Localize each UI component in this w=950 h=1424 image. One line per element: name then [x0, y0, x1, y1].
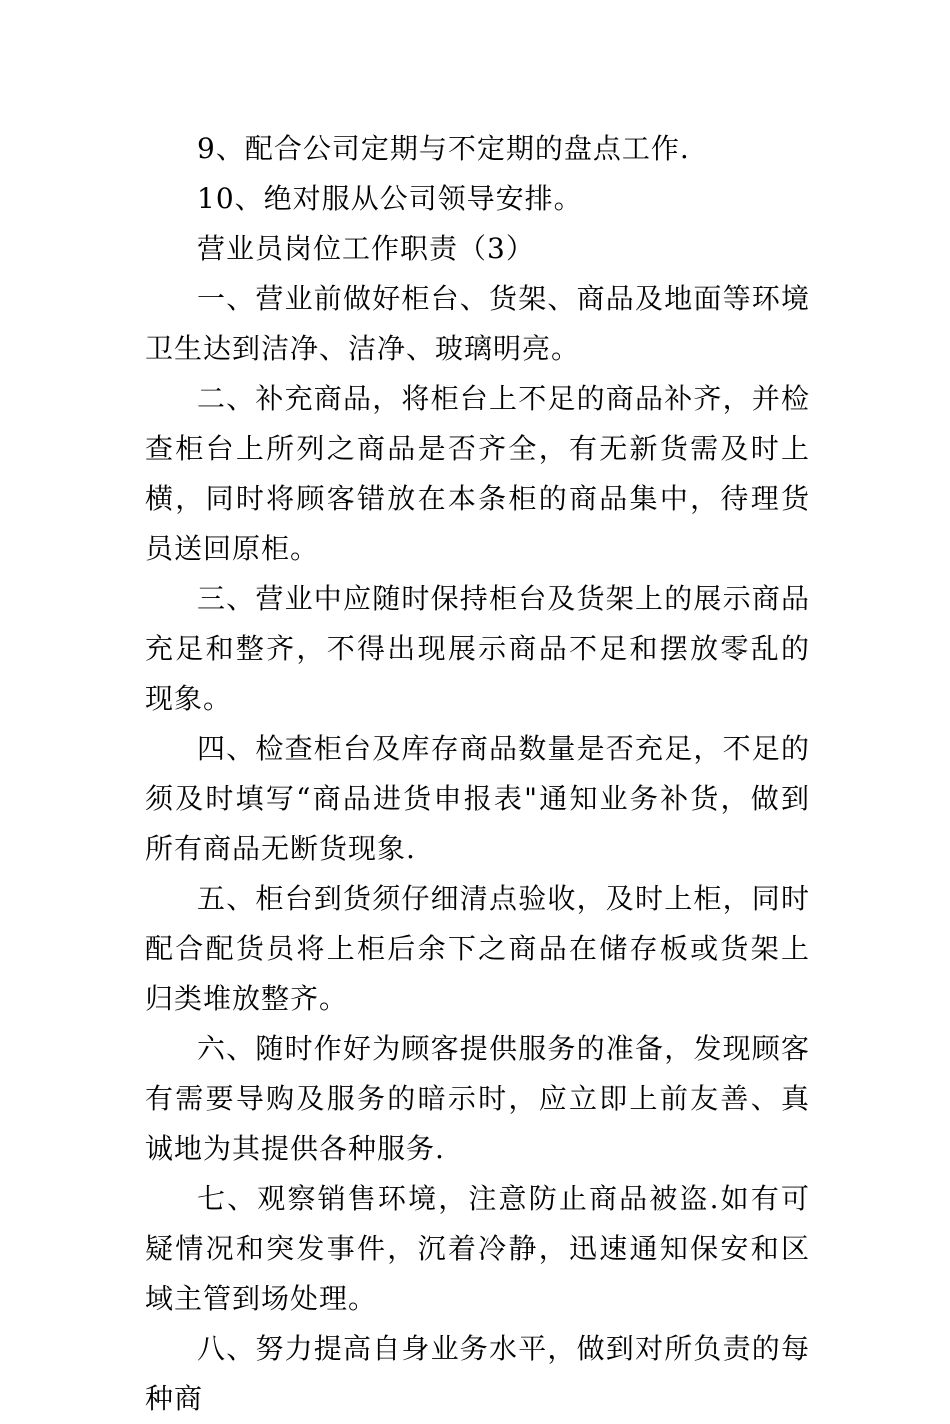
paragraph-duty-3: 三、营业中应随时保持柜台及货架上的展示商品充足和整齐，不得出现展示商品不足和摆放零乱的现象。	[145, 582, 810, 715]
paragraph-duty-8: 八、努力提高自身业务水平，做到对所负责的每种商	[145, 1332, 810, 1415]
paragraph-duty-4: 四、检查柜台及库存商品数量是否充足，不足的须及时填写“商品进货申报表"通知业务补货，做到所有商品无断货现象.	[145, 732, 810, 865]
paragraph-item-10: 10、绝对服从公司领导安排。	[197, 182, 583, 215]
paragraph-duty-7: 七、观察销售环境，注意防止商品被盗.如有可疑情况和突发事件，沉着冷静，迅速通知保安和区域主管到场处理。	[145, 1182, 810, 1315]
section-heading: 营业员岗位工作职责（3）	[197, 232, 535, 265]
paragraph-item-9: 9、配合公司定期与不定期的盘点工作.	[197, 132, 690, 165]
paragraph-duty-6: 六、随时作好为顾客提供服务的准备，发现顾客有需要导购及服务的暗示时，应立即上前友善、真诚地为其提供各种服务.	[145, 1032, 810, 1165]
document-page	[145, 124, 810, 1424]
paragraph-duty-5: 五、柜台到货须仔细清点验收，及时上柜，同时配合配货员将上柜后余下之商品在储存板或货架上归类堆放整齐。	[145, 882, 810, 1015]
paragraph-duty-1: 一、营业前做好柜台、货架、商品及地面等环境卫生达到洁净、洁净、玻璃明亮。	[145, 282, 810, 365]
paragraph-duty-2: 二、补充商品，将柜台上不足的商品补齐，并检查柜台上所列之商品是否齐全，有无新货需及时上横，同时将顾客错放在本条柜的商品集中，待理货员送回原柜。	[145, 382, 810, 565]
